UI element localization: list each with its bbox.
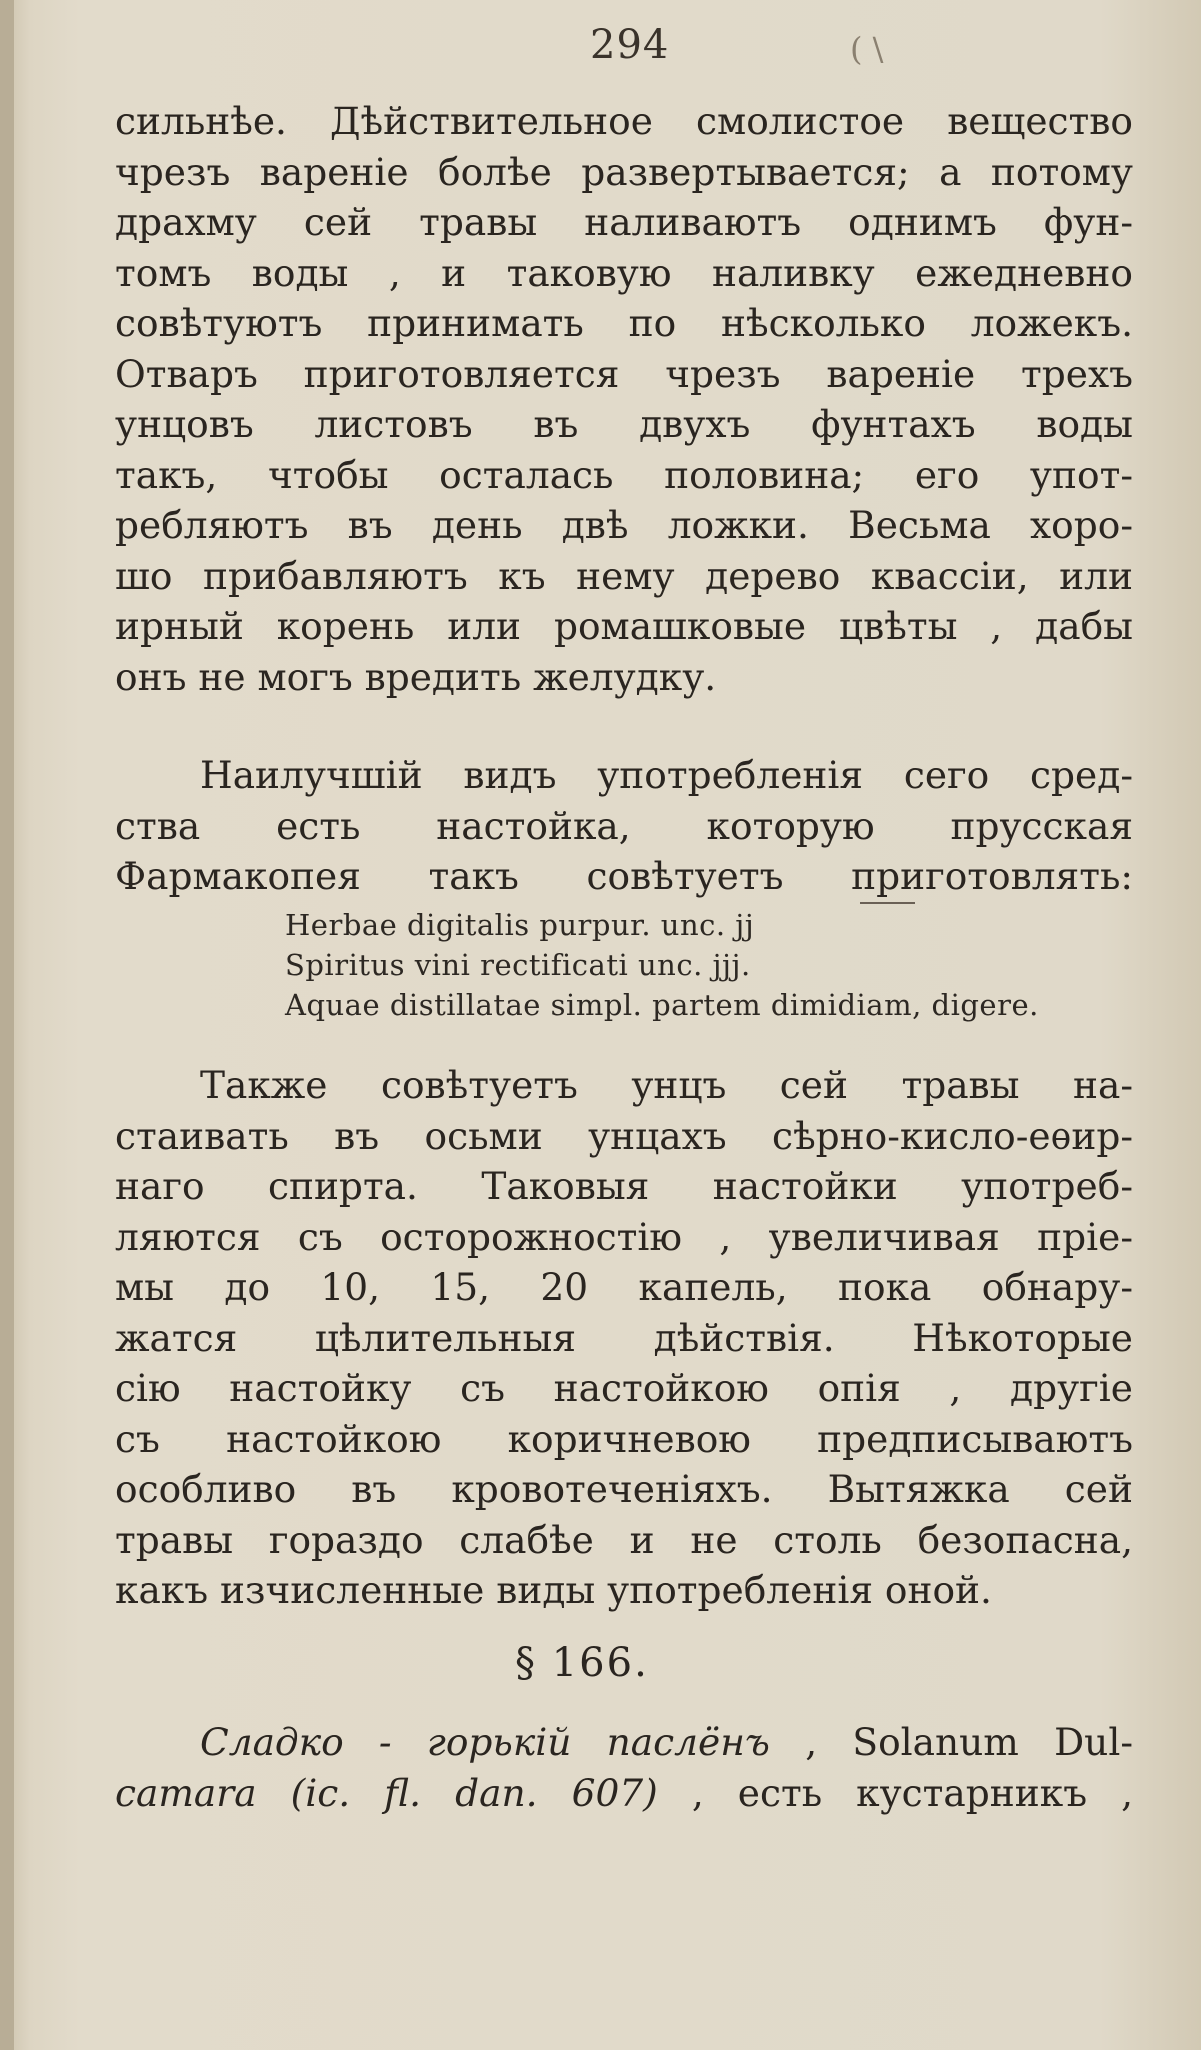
underline-mark xyxy=(860,902,915,904)
text-line: мы до 10, 15, 20 капель, пока обнару- xyxy=(115,1265,1133,1309)
text-line: ребляютъ въ день двѣ ложки. Весьма хоро- xyxy=(115,503,1133,547)
text-line: травы гораздо слабѣе и не столь безопасна, xyxy=(115,1517,1133,1562)
text-line: стаивать въ осьми унцахъ сѣрно-кисло-еѳир- xyxy=(115,1113,1133,1158)
recipe-line: Aquae distillatae simpl. partem dimidiam, digere. xyxy=(285,988,1039,1022)
text-line xyxy=(115,1717,1133,1768)
text-line: какъ изчисленные виды употребленія оной. xyxy=(115,1568,992,1612)
page-number: 294 xyxy=(590,22,670,68)
text-line: онъ не могъ вредить желудку. xyxy=(115,654,717,699)
text-line xyxy=(115,1768,1133,1819)
paragraph-4 xyxy=(115,1717,1133,1818)
recipe-line: Herbae digitalis purpur. unc. jj xyxy=(285,908,755,942)
recipe-block xyxy=(285,905,1145,1025)
text-line: ляются съ осторожностію , увеличивая пріе- xyxy=(115,1214,1133,1259)
page-gutter-edge xyxy=(0,0,14,2050)
text-line: драхму сей травы наливаютъ однимъ фун- xyxy=(115,200,1133,244)
section-heading: § 166. xyxy=(515,1640,649,1686)
text-line: Также совѣтуетъ унцъ сей травы на- xyxy=(200,1063,1133,1107)
paragraph-2 xyxy=(115,750,1133,902)
plant-name-latin: , Solanum Dul- xyxy=(805,1720,1133,1764)
text-line: ства есть настойка, которую прусская xyxy=(115,803,1133,848)
text-line: сію настойку съ настойкою опія , другіе xyxy=(115,1366,1133,1410)
recipe-line: Spiritus vini rectificati unc. jjj. xyxy=(285,948,751,982)
plant-name-russian: Сладко - горькій паслёнъ xyxy=(200,1720,770,1764)
text-line: томъ воды , и таковую наливку ежедневно xyxy=(115,250,1133,295)
text-line: особливо въ кровотеченіяхъ. Вытяжка сей xyxy=(115,1467,1133,1511)
paragraph-3 xyxy=(115,1060,1133,1616)
text-line: такъ, чтобы осталась половина; его упот- xyxy=(115,452,1133,497)
text-line: унцовъ листовъ въ двухъ фунтахъ воды xyxy=(115,402,1133,446)
text-line: жатся цѣлительныя дѣйствія. Нѣкоторые xyxy=(115,1315,1133,1360)
plant-description: , есть кустарникъ , xyxy=(691,1770,1133,1815)
text-line: съ настойкою коричневою предписываютъ xyxy=(115,1416,1133,1461)
text-line: ирный корень или ромашковые цвѣты , дабы xyxy=(115,604,1133,648)
paragraph-1 xyxy=(115,96,1133,702)
plant-reference: camara (ic. fl. dan. 607) xyxy=(115,1770,658,1815)
text-line: совѣтуютъ принимать по нѣсколько ложекъ. xyxy=(115,301,1133,345)
text-line: Наилучшій видъ употребленія сего сред- xyxy=(200,753,1133,797)
text-line: Фармакопея такъ совѣтуетъ приготовлять: xyxy=(115,854,1133,898)
text-line: чрезъ вареніе болѣе развертывается; а потому xyxy=(115,149,1133,194)
text-line: наго спирта. Таковыя настойки употреб- xyxy=(115,1164,1133,1208)
margin-mark: ( \ xyxy=(850,30,884,68)
text-line: сильнѣе. Дѣйствительное смолистое вещество xyxy=(115,99,1133,143)
text-line: Отваръ приготовляется чрезъ вареніе трехъ xyxy=(115,351,1133,396)
text-line: шо прибавляютъ къ нему дерево квассіи, или xyxy=(115,553,1133,598)
